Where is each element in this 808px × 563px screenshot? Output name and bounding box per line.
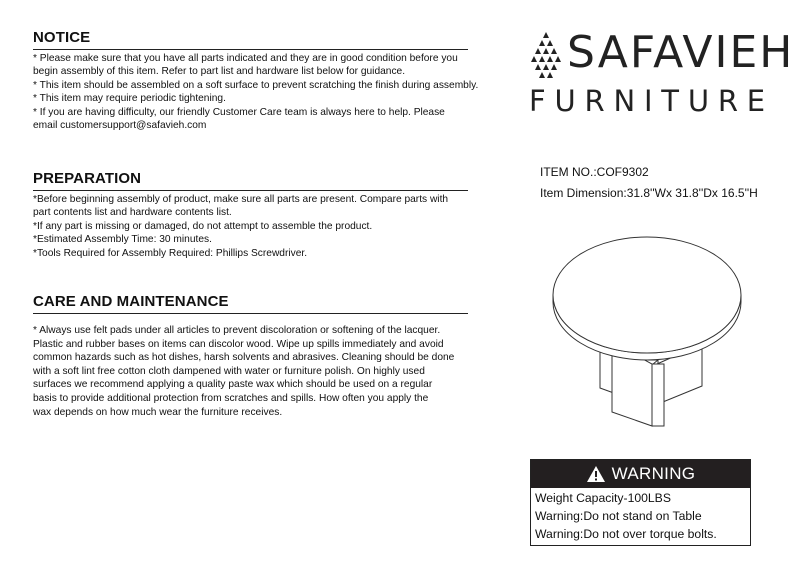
care-heading: CARE AND MAINTENANCE: [33, 293, 468, 314]
notice-heading: NOTICE: [33, 29, 468, 50]
care-line: surfaces we recommend applying a quality paste wax which should be used on a regular: [33, 379, 433, 391]
notice-line: * Please make sure that you have all parts indicated and they are in good condition before you: [33, 53, 458, 64]
warning-line: Warning:Do not over torque bolts.: [535, 527, 717, 541]
care-line: common hazards such as hot dishes, harsh solvents and abrasives. Cleaning should be done: [33, 352, 455, 364]
preparation-line: *Estimated Assembly Time: 30 minutes.: [33, 234, 212, 246]
notice-line: * This item may require periodic tightening.: [33, 93, 226, 105]
safavieh-logo: [529, 24, 795, 124]
triangle-logo-icon: [529, 32, 563, 78]
warning-triangle-icon: [586, 465, 606, 483]
notice-line: begin assembly of this item. Refer to part list and hardware list below for guidance.: [33, 66, 406, 78]
care-line: Plastic and rubber bases on items can discolor wood. Wipe up spills immediately and avoid: [33, 338, 444, 350]
care-line: basis to provide additional protection from scratches and spills. How often you apply the: [33, 392, 429, 404]
preparation-line: *Tools Required for Assembly Required: Phillips Screwdriver.: [33, 247, 308, 259]
warning-line: Warning:Do not stand on Table: [535, 509, 702, 523]
care-line: wax depends on how much wear the furniture receives.: [33, 406, 283, 418]
preparation-line: *Before beginning assembly of product, make sure all parts are present. Compare parts with: [33, 194, 449, 205]
notice-line: email customersupport@safavieh.com: [33, 120, 207, 132]
item-number: ITEM NO.:COF9302: [540, 165, 649, 179]
care-line: with a soft lint free cotton cloth dampened with water or furniture polish. On highly used: [33, 365, 425, 377]
round-table-illustration: [552, 236, 742, 432]
preparation-section: [33, 170, 468, 260]
notice-section: [33, 29, 479, 132]
care-line: * Always use felt pads under all articles to prevent discoloration or softening of the lacquer.: [33, 325, 441, 336]
item-dimension: Item Dimension:31.8''Wx 31.8''Dx 16.5''H: [540, 186, 758, 200]
warning-line: Weight Capacity-100LBS: [535, 491, 671, 505]
notice-line: * This item should be assembled on a soft surface to prevent scratching the finish during assembly.: [33, 79, 479, 91]
care-section: [33, 293, 468, 419]
brand-name: SAFAVIEH: [567, 27, 795, 78]
preparation-line: part contents list and hardware contents list.: [33, 207, 232, 219]
brand-subtitle: FURNITURE: [529, 84, 774, 118]
warning-title: WARNING: [611, 464, 696, 483]
warning-box: [530, 459, 751, 546]
preparation-line: *If any part is missing or damaged, do not attempt to assemble the product.: [33, 220, 373, 232]
notice-line: * If you are having difficulty, our friendly Customer Care team is always here to help. Please: [33, 106, 445, 118]
warning-header: [531, 460, 750, 488]
preparation-heading: PREPARATION: [33, 170, 468, 191]
